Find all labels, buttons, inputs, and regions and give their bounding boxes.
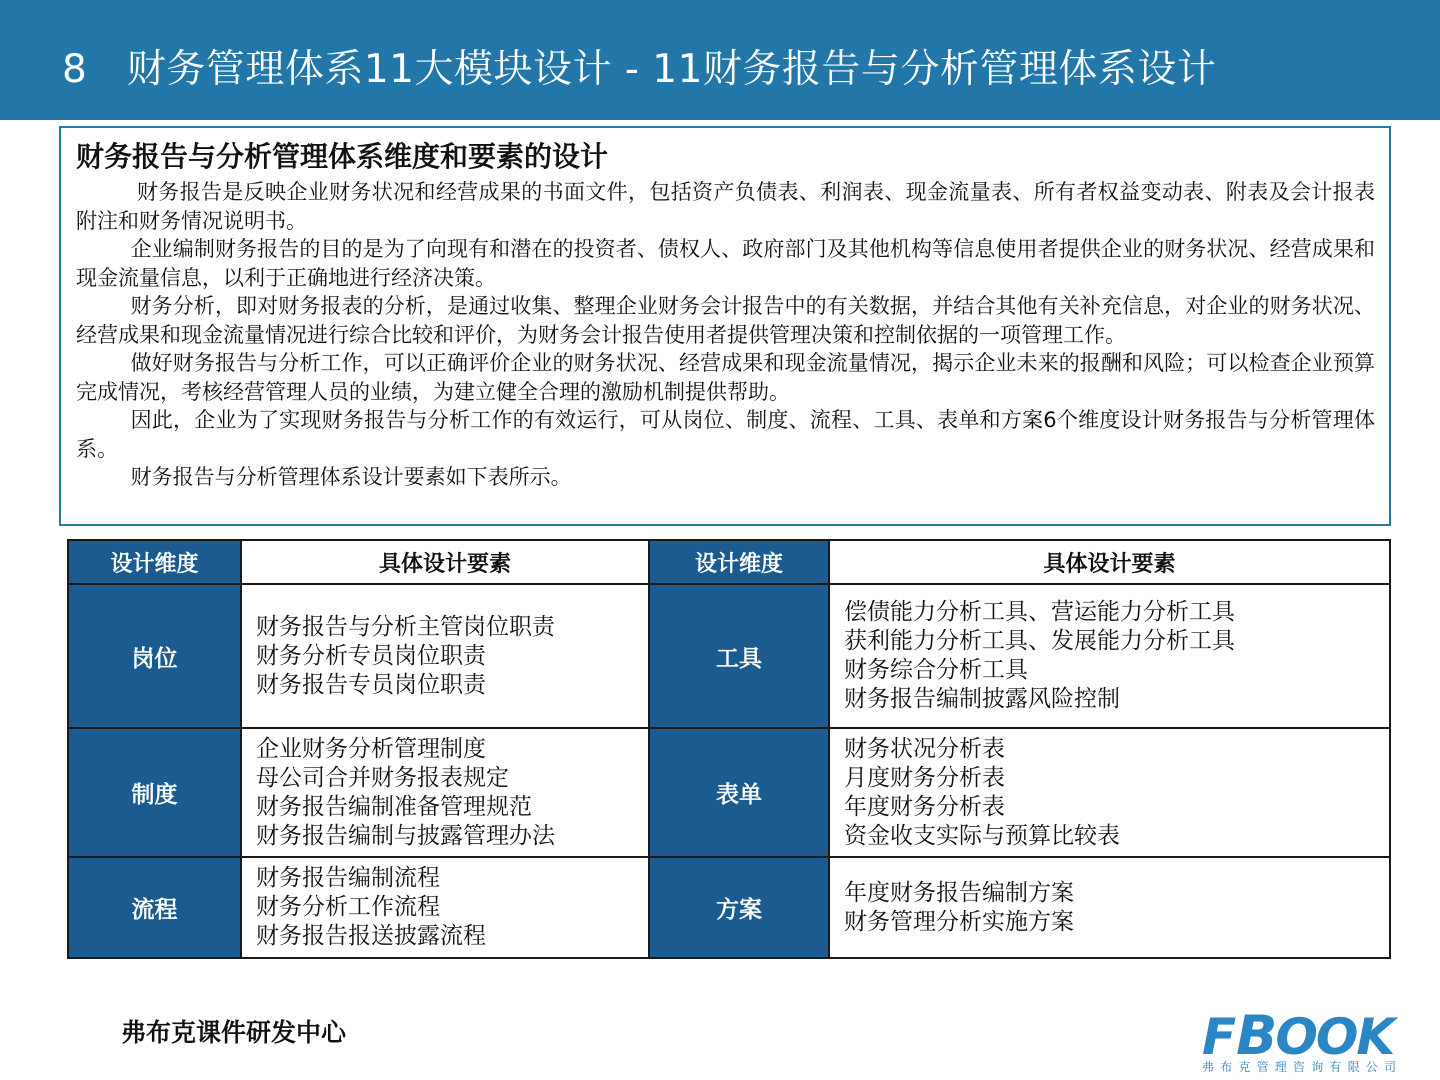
elements-cell — [241, 857, 649, 958]
logo-wordmark: FBOOK — [1202, 1004, 1394, 1067]
element-item: 企业财务分析管理制度 — [256, 735, 486, 762]
header-design-elements: 具体设计要素 — [241, 540, 649, 584]
elements-cell — [241, 728, 649, 857]
elements-cell — [829, 857, 1390, 958]
table-row — [68, 728, 1390, 857]
page-title: 8 财务管理体系11大模块设计 - 11财务报告与分析管理体系设计 — [62, 47, 1217, 92]
dimension-cell: 表单 — [649, 728, 829, 857]
header-design-elements: 具体设计要素 — [829, 540, 1390, 584]
element-item: 年度财务分析表 — [844, 793, 1005, 820]
forbook-logo — [1196, 1004, 1440, 1076]
intro-paragraph: 财务分析，即对财务报表的分析，是通过收集、整理企业财务会计报告中的有关数据，并结合其他有关补充信息，对企业的财务状况、经营成果和现金流量情况进行综合比较和评价，为财务会计报告使用者提供管理决策和控制依据的一项管理工作。 — [76, 294, 1375, 347]
intro-box — [59, 126, 1391, 526]
element-item: 财务状况分析表 — [844, 735, 1005, 762]
title-bar — [0, 0, 1440, 120]
element-item: 财务报告与分析主管岗位职责 — [256, 613, 555, 640]
intro-paragraph: 因此，企业为了实现财务报告与分析工作的有效运行，可从岗位、制度、流程、工具、表单和方案6个维度设计财务报告与分析管理体系。 — [76, 408, 1375, 461]
intro-paragraph: 做好财务报告与分析工作，可以正确评价企业的财务状况、经营成果和现金流量情况，揭示企业未来的报酬和风险；可以检查企业预算完成情况，考核经营管理人员的业绩，为建立健全合理的激励机制提供帮助。 — [76, 351, 1375, 404]
table-row — [68, 584, 1390, 728]
intro-paragraph: 财务报告与分析管理体系设计要素如下表所示。 — [130, 465, 572, 489]
design-elements-table — [67, 539, 1391, 959]
element-item: 财务报告专员岗位职责 — [256, 671, 486, 698]
element-item: 财务分析专员岗位职责 — [256, 642, 486, 669]
dimension-cell: 岗位 — [68, 584, 241, 728]
dimension-cell: 工具 — [649, 584, 829, 728]
element-item: 偿债能力分析工具、营运能力分析工具 — [844, 599, 1235, 625]
dimension-cell: 流程 — [68, 857, 241, 958]
element-item: 财务综合分析工具 — [844, 657, 1028, 683]
element-item: 财务报告编制准备管理规范 — [256, 793, 532, 820]
intro-paragraph: 企业编制财务报告的目的是为了向现有和潜在的投资者、债权人、政府部门及其他机构等信息使用者提供企业的财务状况、经营成果和现金流量信息，以利于正确地进行经济决策。 — [76, 237, 1375, 290]
element-item: 年度财务报告编制方案 — [844, 879, 1074, 906]
intro-paragraph: 财务报告是反映企业财务状况和经营成果的书面文件，包括资产负债表、利润表、现金流量表、所有者权益变动表、附表及会计报表附注和财务情况说明书。 — [76, 180, 1375, 233]
element-item: 获利能力分析工具、发展能力分析工具 — [844, 628, 1235, 654]
elements-cell — [829, 584, 1390, 728]
element-item: 财务报告编制披露风险控制 — [844, 686, 1120, 712]
element-item: 财务报告编制流程 — [256, 865, 440, 891]
intro-heading: 财务报告与分析管理体系维度和要素的设计 — [76, 140, 609, 173]
element-item: 资金收支实际与预算比较表 — [844, 822, 1120, 849]
element-item: 母公司合并财务报表规定 — [256, 764, 509, 791]
element-item: 财务报告编制与披露管理办法 — [256, 822, 555, 849]
dimension-cell: 制度 — [68, 728, 241, 857]
element-item: 月度财务分析表 — [844, 764, 1005, 791]
dimension-cell: 方案 — [649, 857, 829, 958]
elements-cell — [241, 584, 649, 728]
element-item: 财务分析工作流程 — [256, 894, 440, 920]
footer-organization: 弗布克课件研发中心 — [121, 1018, 347, 1047]
table-header-row — [68, 540, 1390, 584]
element-item: 财务报告报送披露流程 — [256, 923, 486, 949]
elements-cell — [829, 728, 1390, 857]
header-design-dimension: 设计维度 — [68, 540, 241, 584]
element-item: 财务管理分析实施方案 — [844, 908, 1074, 935]
table-row — [68, 857, 1390, 958]
header-design-dimension: 设计维度 — [649, 540, 829, 584]
logo-subtitle: 弗布克管理咨询有限公司 — [1202, 1060, 1403, 1074]
